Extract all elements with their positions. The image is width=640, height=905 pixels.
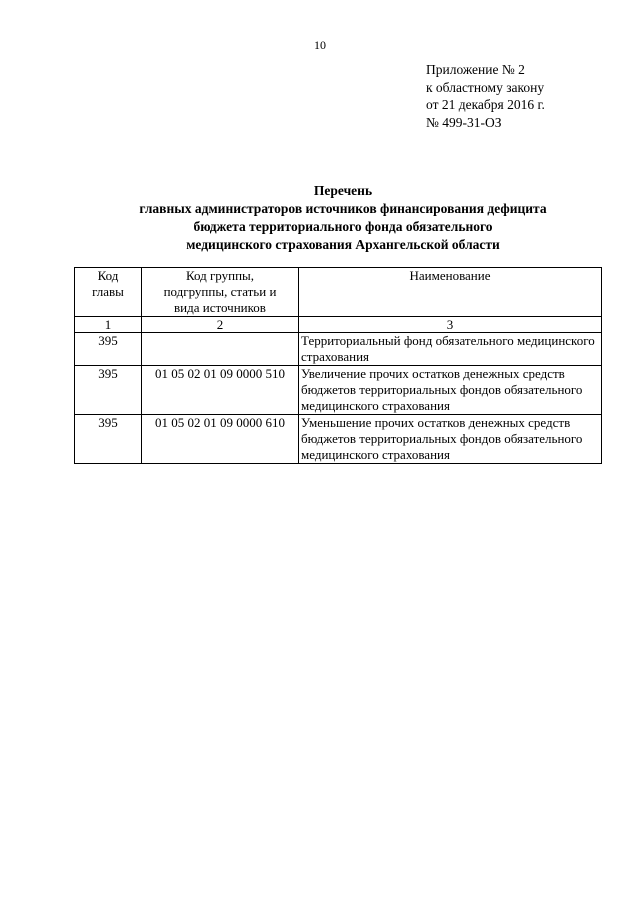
administrators-table bbox=[74, 267, 602, 464]
name-cell: Уменьшение прочих остатков денежных средств бюджетов территориальных фондов обязательного медицинского страхования bbox=[299, 415, 602, 464]
appendix-line: № 499-31-ОЗ bbox=[426, 114, 502, 130]
chapter-code-cell: 395 bbox=[75, 366, 142, 415]
document-title bbox=[0, 182, 640, 254]
column-number: 2 bbox=[142, 317, 299, 333]
table-row bbox=[75, 366, 602, 415]
column-number: 1 bbox=[75, 317, 142, 333]
title-line: Перечень bbox=[313, 183, 373, 198]
chapter-code-cell: 395 bbox=[75, 333, 142, 366]
table-row bbox=[75, 333, 602, 366]
title-line: бюджета территориального фонда обязательного bbox=[193, 219, 493, 234]
name-cell: Увеличение прочих остатков денежных средств бюджетов территориальных фондов обязательного медицинского страхования bbox=[299, 366, 602, 415]
table-row bbox=[75, 415, 602, 464]
name-cell: Территориальный фонд обязательного медицинского страхования bbox=[299, 333, 602, 366]
group-code-cell bbox=[142, 333, 299, 366]
appendix-line: от 21 декабря 2016 г. bbox=[426, 97, 545, 112]
header-name: Наименование bbox=[299, 268, 602, 317]
title-line: главных администраторов источников финансирования дефицита bbox=[139, 201, 547, 216]
page-number: 10 bbox=[314, 38, 326, 52]
column-number: 3 bbox=[299, 317, 602, 333]
column-number-row bbox=[75, 317, 602, 333]
appendix-line: Приложение № 2 bbox=[426, 62, 525, 77]
chapter-code-cell: 395 bbox=[75, 415, 142, 464]
table-header-row bbox=[75, 268, 602, 317]
appendix-reference bbox=[426, 61, 545, 131]
title-line: медицинского страхования Архангельской области bbox=[186, 237, 500, 252]
header-chapter-code: Код главы bbox=[75, 268, 142, 317]
group-code-cell: 01 05 02 01 09 0000 510 bbox=[142, 366, 299, 415]
appendix-line: к областному закону bbox=[426, 79, 545, 95]
group-code-cell: 01 05 02 01 09 0000 610 bbox=[142, 415, 299, 464]
header-group-code: Код группы, подгруппы, статьи и вида источников bbox=[142, 268, 299, 317]
